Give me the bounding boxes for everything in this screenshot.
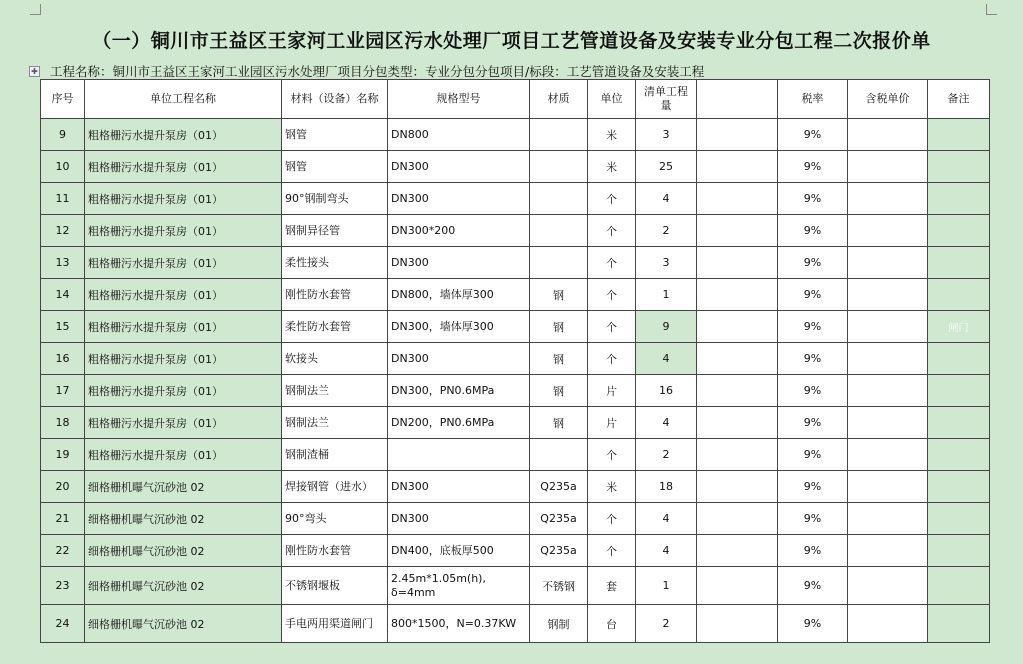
cell-unit-price[interactable] — [848, 471, 928, 503]
table-row — [41, 605, 990, 643]
cell-unit-name[interactable]: 粗格栅污水提升泵房（01） — [85, 215, 282, 247]
cell-tax-rate[interactable]: 9% — [778, 535, 848, 567]
cell-spec[interactable]: DN800 — [388, 119, 530, 151]
cell-unit-name[interactable]: 细格栅机曝气沉砂池 02 — [85, 605, 282, 643]
cell-spec[interactable]: DN800，墙体厚300 — [388, 279, 530, 311]
header-seq: 序号 — [41, 80, 85, 119]
cell-qty[interactable]: 18 — [636, 471, 697, 503]
cell-blank[interactable] — [697, 119, 778, 151]
cell-spec[interactable]: DN300 — [388, 503, 530, 535]
cell-unit[interactable]: 个 — [588, 439, 636, 471]
cell-material[interactable]: 90°钢制弯头 — [282, 183, 388, 215]
cell-tax-rate[interactable]: 9% — [778, 119, 848, 151]
cell-remark[interactable] — [928, 119, 990, 151]
cell-seq[interactable]: 17 — [41, 375, 85, 407]
project-info-line: 工程名称：铜川市王益区王家河工业园区污水处理厂项目分包类型：专业分包分包项目/标段：工艺管道设备及安装工程 — [50, 64, 705, 79]
cell-material[interactable]: 手电两用渠道闸门 — [282, 605, 388, 643]
table-row — [41, 279, 990, 311]
cell-blank[interactable] — [697, 439, 778, 471]
cell-quality[interactable]: 钢 — [530, 407, 588, 439]
cell-tax-rate[interactable]: 9% — [778, 503, 848, 535]
cell-quality[interactable]: 钢 — [530, 343, 588, 375]
cell-unit[interactable]: 个 — [588, 183, 636, 215]
cell-tax-rate[interactable]: 9% — [778, 343, 848, 375]
cell-remark[interactable] — [928, 247, 990, 279]
cell-unit-price[interactable] — [848, 343, 928, 375]
cell-unit-price[interactable] — [848, 151, 928, 183]
cell-qty[interactable]: 4 — [636, 343, 697, 375]
cell-material[interactable]: 钢制法兰 — [282, 407, 388, 439]
cell-blank[interactable] — [697, 407, 778, 439]
table-row — [41, 215, 990, 247]
cell-material[interactable]: 不锈钢堰板 — [282, 567, 388, 605]
cell-unit-price[interactable] — [848, 605, 928, 643]
table-row — [41, 311, 990, 343]
header-blank — [697, 80, 778, 119]
cell-remark[interactable] — [928, 471, 990, 503]
cell-unit[interactable]: 个 — [588, 279, 636, 311]
header-spec: 规格型号 — [388, 80, 530, 119]
cell-blank[interactable] — [697, 605, 778, 643]
table-row — [41, 247, 990, 279]
cell-qty[interactable]: 3 — [636, 247, 697, 279]
cell-qty[interactable]: 2 — [636, 605, 697, 643]
cell-seq[interactable]: 15 — [41, 311, 85, 343]
cell-remark[interactable] — [928, 279, 990, 311]
cell-seq[interactable]: 13 — [41, 247, 85, 279]
cell-seq[interactable]: 11 — [41, 183, 85, 215]
cell-spec[interactable]: DN300 — [388, 183, 530, 215]
header-material: 材料（设备）名称 — [282, 80, 388, 119]
cell-seq[interactable]: 12 — [41, 215, 85, 247]
cell-quality[interactable] — [530, 151, 588, 183]
cell-material[interactable]: 焊接钢管（进水） — [282, 471, 388, 503]
cell-quality[interactable]: Q235a — [530, 535, 588, 567]
cell-unit-price[interactable] — [848, 503, 928, 535]
cell-quality[interactable]: 钢 — [530, 375, 588, 407]
cell-unit-name[interactable]: 粗格栅污水提升泵房（01） — [85, 407, 282, 439]
header-quality: 材质 — [530, 80, 588, 119]
cell-spec[interactable]: DN300 — [388, 343, 530, 375]
cell-unit-name[interactable]: 粗格栅污水提升泵房（01） — [85, 311, 282, 343]
cell-material[interactable]: 刚性防水套管 — [282, 279, 388, 311]
cell-unit-name[interactable]: 细格栅机曝气沉砂池 02 — [85, 503, 282, 535]
cell-blank[interactable] — [697, 151, 778, 183]
cell-tax-rate[interactable]: 9% — [778, 215, 848, 247]
cell-unit[interactable]: 个 — [588, 311, 636, 343]
cell-material[interactable]: 钢制异径管 — [282, 215, 388, 247]
cell-material[interactable]: 钢制法兰 — [282, 375, 388, 407]
cell-blank[interactable] — [697, 311, 778, 343]
cell-spec[interactable]: 2.45m*1.05m(h), δ=4mm — [388, 567, 530, 605]
table-header-row — [41, 80, 990, 119]
cell-blank[interactable] — [697, 279, 778, 311]
cell-seq[interactable]: 23 — [41, 567, 85, 605]
cell-unit-price[interactable] — [848, 247, 928, 279]
cell-quality[interactable] — [530, 247, 588, 279]
cell-unit[interactable]: 个 — [588, 535, 636, 567]
cell-blank[interactable] — [697, 567, 778, 605]
cell-qty[interactable]: 25 — [636, 151, 697, 183]
cell-qty[interactable]: 1 — [636, 567, 697, 605]
cell-remark[interactable] — [928, 503, 990, 535]
cell-unit[interactable]: 米 — [588, 471, 636, 503]
cell-qty[interactable]: 2 — [636, 439, 697, 471]
cell-tax-rate[interactable]: 9% — [778, 279, 848, 311]
cell-remark[interactable] — [928, 183, 990, 215]
cell-quality[interactable] — [530, 119, 588, 151]
table-row — [41, 407, 990, 439]
cell-quality[interactable]: Q235a — [530, 471, 588, 503]
cell-tax-rate[interactable]: 9% — [778, 151, 848, 183]
cell-seq[interactable]: 14 — [41, 279, 85, 311]
cell-unit[interactable]: 个 — [588, 247, 636, 279]
cell-quality[interactable] — [530, 215, 588, 247]
cell-qty[interactable]: 3 — [636, 119, 697, 151]
cell-material[interactable]: 钢管 — [282, 119, 388, 151]
cell-seq[interactable]: 16 — [41, 343, 85, 375]
cell-blank[interactable] — [697, 375, 778, 407]
cell-quality[interactable] — [530, 439, 588, 471]
cell-tax-rate[interactable]: 9% — [778, 311, 848, 343]
cell-material[interactable]: 软接头 — [282, 343, 388, 375]
page-corner-mark-tl — [30, 4, 41, 15]
cell-spec[interactable]: 800*1500，N=0.37KW — [388, 605, 530, 643]
table-row — [41, 503, 990, 535]
cell-quality[interactable]: 不锈钢 — [530, 567, 588, 605]
cell-blank[interactable] — [697, 215, 778, 247]
cell-quality[interactable]: 钢 — [530, 311, 588, 343]
cell-seq[interactable]: 24 — [41, 605, 85, 643]
cell-unit[interactable]: 个 — [588, 503, 636, 535]
cell-blank[interactable] — [697, 471, 778, 503]
cell-tax-rate[interactable]: 9% — [778, 471, 848, 503]
cell-blank[interactable] — [697, 503, 778, 535]
table-row — [41, 343, 990, 375]
cell-unit-name[interactable]: 粗格栅污水提升泵房（01） — [85, 151, 282, 183]
cell-material[interactable]: 90°弯头 — [282, 503, 388, 535]
cell-blank[interactable] — [697, 343, 778, 375]
cell-remark[interactable] — [928, 343, 990, 375]
document-title: （一）铜川市王益区王家河工业园区污水处理厂项目工艺管道设备及安装专业分包工程二次报价单 — [92, 30, 931, 52]
cell-unit-price[interactable] — [848, 375, 928, 407]
cell-unit[interactable]: 片 — [588, 375, 636, 407]
quotation-table — [40, 79, 990, 643]
cell-material[interactable]: 柔性防水套管 — [282, 311, 388, 343]
cell-material[interactable]: 钢管 — [282, 151, 388, 183]
header-qty: 清单工程量 — [636, 80, 697, 119]
cell-seq[interactable]: 22 — [41, 535, 85, 567]
cell-unit[interactable]: 米 — [588, 119, 636, 151]
header-unit-name: 单位工程名称 — [85, 80, 282, 119]
cell-seq[interactable]: 10 — [41, 151, 85, 183]
cell-seq[interactable]: 19 — [41, 439, 85, 471]
cell-blank[interactable] — [697, 247, 778, 279]
cell-unit-price[interactable] — [848, 119, 928, 151]
cell-material[interactable]: 柔性接头 — [282, 247, 388, 279]
table-row — [41, 567, 990, 605]
cell-tax-rate[interactable]: 9% — [778, 605, 848, 643]
cell-quality[interactable]: 钢制 — [530, 605, 588, 643]
cell-qty[interactable]: 2 — [636, 215, 697, 247]
cell-seq[interactable]: 18 — [41, 407, 85, 439]
cell-unit[interactable]: 个 — [588, 215, 636, 247]
cell-unit-name[interactable]: 粗格栅污水提升泵房（01） — [85, 343, 282, 375]
cell-spec[interactable]: DN300*200 — [388, 215, 530, 247]
table-row — [41, 471, 990, 503]
cell-remark[interactable] — [928, 375, 990, 407]
table-move-handle-icon[interactable]: ✚ — [29, 66, 40, 77]
cell-unit[interactable]: 台 — [588, 605, 636, 643]
cell-unit-name[interactable]: 粗格栅污水提升泵房（01） — [85, 247, 282, 279]
table-row — [41, 535, 990, 567]
cell-seq[interactable]: 21 — [41, 503, 85, 535]
cell-spec[interactable]: DN300 — [388, 247, 530, 279]
cell-quality[interactable] — [530, 183, 588, 215]
cell-unit-name[interactable]: 细格栅机曝气沉砂池 02 — [85, 567, 282, 605]
table-row — [41, 183, 990, 215]
cell-seq[interactable]: 20 — [41, 471, 85, 503]
cell-unit-name[interactable]: 粗格栅污水提升泵房（01） — [85, 439, 282, 471]
cell-spec[interactable]: DN200，PN0.6MPa — [388, 407, 530, 439]
cell-remark[interactable] — [928, 439, 990, 471]
cell-blank[interactable] — [697, 183, 778, 215]
cell-unit-name[interactable]: 粗格栅污水提升泵房（01） — [85, 119, 282, 151]
cell-unit-price[interactable] — [848, 215, 928, 247]
cell-material[interactable]: 钢制渣桶 — [282, 439, 388, 471]
cell-unit[interactable]: 片 — [588, 407, 636, 439]
cell-remark[interactable] — [928, 151, 990, 183]
cell-remark[interactable] — [928, 407, 990, 439]
cell-spec[interactable] — [388, 439, 530, 471]
table-row — [41, 119, 990, 151]
cell-material[interactable]: 刚性防水套管 — [282, 535, 388, 567]
cell-unit-price[interactable] — [848, 407, 928, 439]
cell-spec[interactable]: DN300，墙体厚300 — [388, 311, 530, 343]
header-tax-rate: 税率 — [778, 80, 848, 119]
header-unit: 单位 — [588, 80, 636, 119]
cell-remark[interactable] — [928, 567, 990, 605]
cell-spec[interactable]: DN400，底板厚500 — [388, 535, 530, 567]
cell-qty[interactable]: 4 — [636, 407, 697, 439]
cell-tax-rate[interactable]: 9% — [778, 247, 848, 279]
cell-unit-name[interactable]: 粗格栅污水提升泵房（01） — [85, 279, 282, 311]
cell-qty[interactable]: 9 — [636, 311, 697, 343]
page-corner-mark-tr — [986, 4, 997, 15]
cell-remark[interactable]: 闸门 — [928, 311, 990, 343]
table-row — [41, 375, 990, 407]
cell-blank[interactable] — [697, 535, 778, 567]
cell-seq[interactable]: 9 — [41, 119, 85, 151]
cell-quality[interactable]: Q235a — [530, 503, 588, 535]
cell-tax-rate[interactable]: 9% — [778, 567, 848, 605]
cell-spec[interactable]: DN300 — [388, 151, 530, 183]
cell-quality[interactable]: 钢 — [530, 279, 588, 311]
cell-tax-rate[interactable]: 9% — [778, 375, 848, 407]
cell-qty[interactable]: 4 — [636, 503, 697, 535]
cell-qty[interactable]: 16 — [636, 375, 697, 407]
cell-unit-price[interactable] — [848, 439, 928, 471]
cell-remark[interactable] — [928, 535, 990, 567]
header-remark: 备注 — [928, 80, 990, 119]
cell-spec[interactable]: DN300 — [388, 471, 530, 503]
cell-unit-price[interactable] — [848, 535, 928, 567]
cell-remark[interactable] — [928, 605, 990, 643]
cell-tax-rate[interactable]: 9% — [778, 439, 848, 471]
cell-unit-name[interactable]: 粗格栅污水提升泵房（01） — [85, 375, 282, 407]
cell-unit-name[interactable]: 粗格栅污水提升泵房（01） — [85, 183, 282, 215]
cell-spec[interactable]: DN300，PN0.6MPa — [388, 375, 530, 407]
cell-unit-name[interactable]: 细格栅机曝气沉砂池 02 — [85, 535, 282, 567]
cell-qty[interactable]: 4 — [636, 535, 697, 567]
cell-unit-price[interactable] — [848, 183, 928, 215]
header-unit-price: 含税单价 — [848, 80, 928, 119]
table-row — [41, 439, 990, 471]
cell-unit-price[interactable] — [848, 567, 928, 605]
cell-tax-rate[interactable]: 9% — [778, 183, 848, 215]
cell-tax-rate[interactable]: 9% — [778, 407, 848, 439]
cell-unit[interactable]: 米 — [588, 151, 636, 183]
cell-unit-price[interactable] — [848, 279, 928, 311]
cell-qty[interactable]: 4 — [636, 183, 697, 215]
table-row — [41, 151, 990, 183]
cell-unit-name[interactable]: 细格栅机曝气沉砂池 02 — [85, 471, 282, 503]
cell-qty[interactable]: 1 — [636, 279, 697, 311]
cell-unit-price[interactable] — [848, 311, 928, 343]
cell-unit[interactable]: 个 — [588, 343, 636, 375]
cell-unit[interactable]: 套 — [588, 567, 636, 605]
cell-remark[interactable] — [928, 215, 990, 247]
